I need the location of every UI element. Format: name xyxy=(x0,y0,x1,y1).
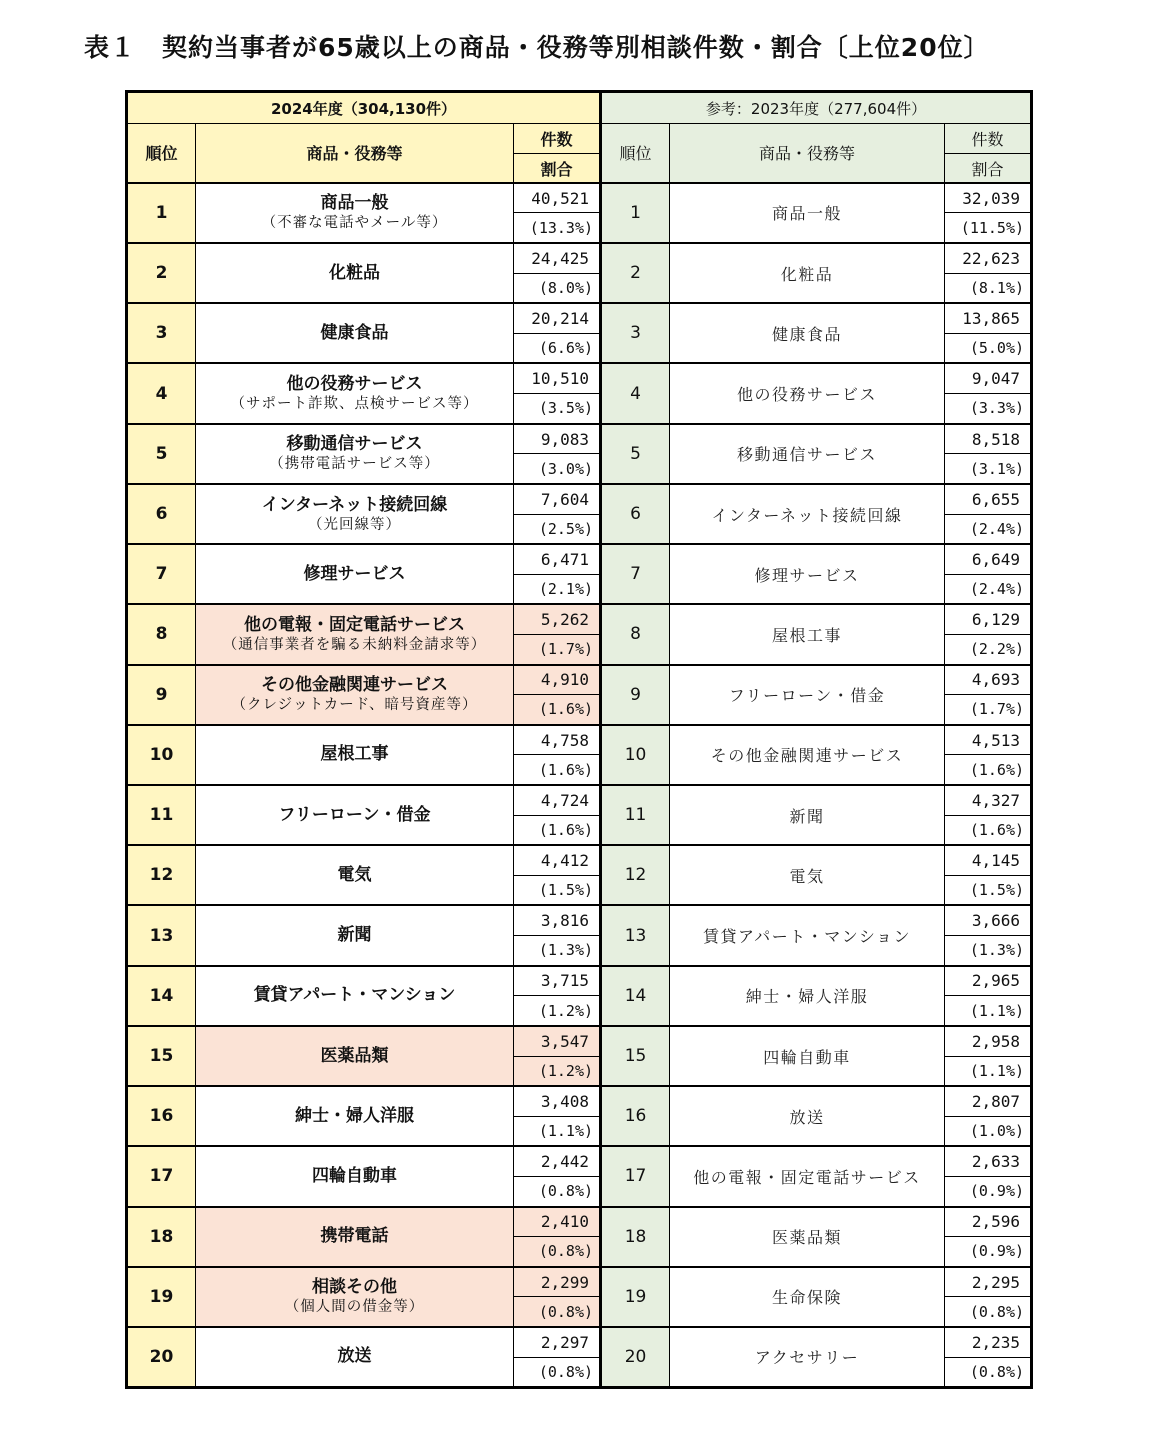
count-cell: 3,816 xyxy=(514,905,601,935)
item-cell xyxy=(196,665,514,725)
item-cell-ref: 生命保険 xyxy=(670,1267,945,1327)
count-cell-ref: 2,596 xyxy=(945,1207,1032,1237)
item-cell xyxy=(196,424,514,484)
rank-cell-ref: 6 xyxy=(601,484,670,544)
rank-cell-ref: 11 xyxy=(601,785,670,845)
ratio-cell-ref: (0.9%) xyxy=(945,1237,1032,1267)
count-cell-ref: 13,865 xyxy=(945,303,1032,333)
count-cell: 2,297 xyxy=(514,1327,601,1357)
count-cell-ref: 2,958 xyxy=(945,1026,1032,1056)
item-cell xyxy=(196,243,514,303)
item-name: 他の役務サービス xyxy=(286,374,423,395)
rank-cell-ref: 15 xyxy=(601,1026,670,1086)
table-row xyxy=(127,905,1032,935)
item-cell-ref: 他の電報・固定電話サービス xyxy=(670,1146,945,1206)
right-year-header: 参考：2023年度（277,604件） xyxy=(601,92,1032,124)
item-note: （通信事業者を騙る未納料金請求等） xyxy=(222,636,487,653)
item-name: 他の電報・固定電話サービス xyxy=(244,614,465,635)
rank-cell: 1 xyxy=(127,183,196,243)
rank-cell: 18 xyxy=(127,1207,196,1267)
ratio-cell-ref: (1.0%) xyxy=(945,1116,1032,1146)
rank-cell: 10 xyxy=(127,725,196,785)
item-note: （クレジットカード、暗号資産等） xyxy=(231,697,478,714)
count-header-ref: 件数 xyxy=(945,124,1032,154)
count-cell: 40,521 xyxy=(514,183,601,213)
item-cell-ref: 新聞 xyxy=(670,785,945,845)
ratio-cell: (1.6%) xyxy=(514,755,601,785)
rank-cell-ref: 16 xyxy=(601,1086,670,1146)
table-row xyxy=(127,604,1032,634)
rank-cell: 4 xyxy=(127,363,196,423)
rank-cell-ref: 10 xyxy=(601,725,670,785)
count-cell-ref: 9,047 xyxy=(945,363,1032,393)
item-header-ref: 商品・役務等 xyxy=(670,124,945,183)
item-cell-ref: 商品一般 xyxy=(670,183,945,243)
item-cell-ref: フリーローン・借金 xyxy=(670,665,945,725)
ratio-cell-ref: (1.1%) xyxy=(945,1056,1032,1086)
ratio-cell: (6.6%) xyxy=(514,333,601,363)
count-cell-ref: 4,693 xyxy=(945,665,1032,695)
rank-cell: 17 xyxy=(127,1146,196,1206)
item-cell-ref: 電気 xyxy=(670,845,945,905)
item-cell-ref: 移動通信サービス xyxy=(670,424,945,484)
table-row xyxy=(127,845,1032,875)
ratio-cell: (1.5%) xyxy=(514,875,601,905)
ratio-cell: (0.8%) xyxy=(514,1176,601,1206)
rank-cell: 19 xyxy=(127,1267,196,1327)
rank-cell-ref: 20 xyxy=(601,1327,670,1388)
ratio-cell-ref: (1.5%) xyxy=(945,875,1032,905)
rank-cell-ref: 18 xyxy=(601,1207,670,1267)
item-name: 屋根工事 xyxy=(320,744,389,765)
rank-cell-ref: 4 xyxy=(601,363,670,423)
table-row xyxy=(127,243,1032,273)
item-name: 修理サービス xyxy=(303,563,406,584)
table-row xyxy=(127,785,1032,815)
rank-cell-ref: 7 xyxy=(601,544,670,604)
item-name: 新聞 xyxy=(337,925,372,946)
ratio-cell: (2.1%) xyxy=(514,574,601,604)
item-name: 携帯電話 xyxy=(320,1226,389,1247)
item-note: （光回線等） xyxy=(308,516,401,533)
table-row xyxy=(127,725,1032,755)
count-cell: 4,724 xyxy=(514,785,601,815)
rank-cell: 15 xyxy=(127,1026,196,1086)
ratio-cell-ref: (0.9%) xyxy=(945,1176,1032,1206)
item-cell-ref: 他の役務サービス xyxy=(670,363,945,423)
ratio-cell-ref: (1.3%) xyxy=(945,936,1032,966)
item-cell-ref: 放送 xyxy=(670,1086,945,1146)
item-cell xyxy=(196,845,514,905)
count-cell-ref: 6,655 xyxy=(945,484,1032,514)
item-name: 四輪自動車 xyxy=(312,1165,397,1186)
rank-cell-ref: 5 xyxy=(601,424,670,484)
rank-cell: 8 xyxy=(127,604,196,664)
count-cell-ref: 8,518 xyxy=(945,424,1032,454)
item-name: 健康食品 xyxy=(320,322,389,343)
item-cell-ref: インターネット接続回線 xyxy=(670,484,945,544)
item-cell-ref: 修理サービス xyxy=(670,544,945,604)
count-cell: 4,910 xyxy=(514,665,601,695)
rank-cell-ref: 17 xyxy=(601,1146,670,1206)
ratio-cell: (8.0%) xyxy=(514,273,601,303)
ratio-cell-ref: (0.8%) xyxy=(945,1357,1032,1387)
item-name: 商品一般 xyxy=(320,193,389,214)
item-note: （サポート詐欺、点検サービス等） xyxy=(230,396,479,413)
count-cell-ref: 3,666 xyxy=(945,905,1032,935)
count-cell-ref: 4,513 xyxy=(945,725,1032,755)
ratio-cell-ref: (2.2%) xyxy=(945,634,1032,664)
item-cell xyxy=(196,183,514,243)
table-row xyxy=(127,1327,1032,1357)
table-row xyxy=(127,303,1032,333)
item-cell xyxy=(196,1146,514,1206)
item-cell xyxy=(196,1026,514,1086)
count-cell-ref: 2,295 xyxy=(945,1267,1032,1297)
rank-cell: 11 xyxy=(127,785,196,845)
item-name: インターネット接続回線 xyxy=(261,494,448,515)
ratio-header: 割合 xyxy=(514,154,601,183)
item-cell xyxy=(196,303,514,363)
item-cell-ref: 屋根工事 xyxy=(670,604,945,664)
ratio-cell: (1.1%) xyxy=(514,1116,601,1146)
count-cell: 5,262 xyxy=(514,604,601,634)
ratio-cell-ref: (1.7%) xyxy=(945,695,1032,725)
item-name: フリーローン・借金 xyxy=(278,804,431,825)
ratio-cell: (1.6%) xyxy=(514,695,601,725)
ratio-cell-ref: (1.6%) xyxy=(945,755,1032,785)
table-row xyxy=(127,1026,1032,1056)
ratio-cell-ref: (2.4%) xyxy=(945,574,1032,604)
item-cell xyxy=(196,725,514,785)
rank-cell: 14 xyxy=(127,966,196,1026)
ratio-cell-ref: (8.1%) xyxy=(945,273,1032,303)
table-row xyxy=(127,1086,1032,1116)
item-cell-ref: 健康食品 xyxy=(670,303,945,363)
item-cell-ref: 化粧品 xyxy=(670,243,945,303)
item-name: 移動通信サービス xyxy=(286,434,423,455)
table-row xyxy=(127,544,1032,574)
table-row xyxy=(127,966,1032,996)
left-year-header: 2024年度（304,130件） xyxy=(127,92,601,124)
ratio-cell: (3.0%) xyxy=(514,454,601,484)
ratio-cell-ref: (3.1%) xyxy=(945,454,1032,484)
count-cell: 3,547 xyxy=(514,1026,601,1056)
item-cell xyxy=(196,966,514,1026)
ratio-cell: (13.3%) xyxy=(514,213,601,243)
ratio-cell: (1.6%) xyxy=(514,815,601,845)
item-cell xyxy=(196,1207,514,1267)
ratio-cell-ref: (1.1%) xyxy=(945,996,1032,1026)
rank-cell: 16 xyxy=(127,1086,196,1146)
rank-cell-ref: 9 xyxy=(601,665,670,725)
rank-cell: 12 xyxy=(127,845,196,905)
rank-cell: 7 xyxy=(127,544,196,604)
count-cell: 4,758 xyxy=(514,725,601,755)
item-header: 商品・役務等 xyxy=(196,124,514,183)
table-row xyxy=(127,1146,1032,1176)
ratio-cell-ref: (1.6%) xyxy=(945,815,1032,845)
table-row xyxy=(127,1207,1032,1237)
item-name: 紳士・婦人洋服 xyxy=(295,1105,414,1126)
item-name: 相談その他 xyxy=(312,1277,397,1298)
table-row xyxy=(127,183,1032,213)
ranking-table xyxy=(125,90,1033,1389)
count-cell-ref: 2,633 xyxy=(945,1146,1032,1176)
item-note: （不審な電話やメール等） xyxy=(261,215,448,232)
count-cell-ref: 4,145 xyxy=(945,845,1032,875)
item-cell xyxy=(196,604,514,664)
rank-cell: 13 xyxy=(127,905,196,965)
rank-cell-ref: 2 xyxy=(601,243,670,303)
count-cell-ref: 6,649 xyxy=(945,544,1032,574)
rank-header: 順位 xyxy=(127,124,196,183)
item-cell xyxy=(196,484,514,544)
item-note: （携帯電話サービス等） xyxy=(269,456,440,473)
item-cell xyxy=(196,1327,514,1388)
item-cell xyxy=(196,363,514,423)
count-cell: 3,715 xyxy=(514,966,601,996)
page-title: 表１ 契約当事者が65歳以上の商品・役務等別相談件数・割合〔上位20位〕 xyxy=(84,33,990,62)
ratio-cell: (0.8%) xyxy=(514,1297,601,1327)
ratio-cell: (2.5%) xyxy=(514,514,601,544)
ratio-cell-ref: (11.5%) xyxy=(945,213,1032,243)
count-cell: 4,412 xyxy=(514,845,601,875)
ratio-cell: (0.8%) xyxy=(514,1357,601,1387)
count-cell-ref: 2,235 xyxy=(945,1327,1032,1357)
rank-cell-ref: 13 xyxy=(601,905,670,965)
item-cell xyxy=(196,785,514,845)
count-cell-ref: 32,039 xyxy=(945,183,1032,213)
item-cell-ref: 四輪自動車 xyxy=(670,1026,945,1086)
count-cell: 2,410 xyxy=(514,1207,601,1237)
count-cell-ref: 6,129 xyxy=(945,604,1032,634)
ratio-cell: (1.2%) xyxy=(514,996,601,1026)
item-cell-ref: その他金融関連サービス xyxy=(670,725,945,785)
rank-cell-ref: 14 xyxy=(601,966,670,1026)
ratio-cell-ref: (5.0%) xyxy=(945,333,1032,363)
rank-cell-ref: 1 xyxy=(601,183,670,243)
rank-cell-ref: 3 xyxy=(601,303,670,363)
rank-cell: 5 xyxy=(127,424,196,484)
rank-cell: 2 xyxy=(127,243,196,303)
count-cell: 3,408 xyxy=(514,1086,601,1116)
item-name: 電気 xyxy=(337,864,372,885)
item-name: 賃貸アパート・マンション xyxy=(253,985,456,1006)
count-cell-ref: 2,807 xyxy=(945,1086,1032,1116)
item-cell-ref: 医薬品類 xyxy=(670,1207,945,1267)
count-cell: 6,471 xyxy=(514,544,601,574)
count-cell: 7,604 xyxy=(514,484,601,514)
table-row xyxy=(127,363,1032,393)
table-row xyxy=(127,484,1032,514)
count-cell: 2,299 xyxy=(514,1267,601,1297)
count-cell-ref: 4,327 xyxy=(945,785,1032,815)
ratio-cell-ref: (0.8%) xyxy=(945,1297,1032,1327)
rank-cell-ref: 12 xyxy=(601,845,670,905)
ratio-cell: (1.7%) xyxy=(514,634,601,664)
item-name: 医薬品類 xyxy=(320,1045,389,1066)
rank-cell: 20 xyxy=(127,1327,196,1388)
count-cell: 2,442 xyxy=(514,1146,601,1176)
ratio-cell: (1.2%) xyxy=(514,1056,601,1086)
ratio-cell: (0.8%) xyxy=(514,1237,601,1267)
ratio-cell: (1.3%) xyxy=(514,936,601,966)
rank-cell: 9 xyxy=(127,665,196,725)
rank-cell: 6 xyxy=(127,484,196,544)
ratio-header-ref: 割合 xyxy=(945,154,1032,183)
item-cell-ref: 賃貸アパート・マンション xyxy=(670,905,945,965)
item-name: 放送 xyxy=(337,1346,372,1367)
table-row xyxy=(127,1267,1032,1297)
count-cell: 24,425 xyxy=(514,243,601,273)
item-note: （個人間の借金等） xyxy=(284,1299,425,1316)
count-cell-ref: 22,623 xyxy=(945,243,1032,273)
item-name: 化粧品 xyxy=(329,262,380,283)
rank-cell: 3 xyxy=(127,303,196,363)
table-row xyxy=(127,424,1032,454)
count-cell: 10,510 xyxy=(514,363,601,393)
item-cell xyxy=(196,544,514,604)
count-cell: 9,083 xyxy=(514,424,601,454)
count-cell-ref: 2,965 xyxy=(945,966,1032,996)
ratio-cell-ref: (3.3%) xyxy=(945,394,1032,424)
item-cell xyxy=(196,1267,514,1327)
item-cell-ref: アクセサリー xyxy=(670,1327,945,1388)
count-cell: 20,214 xyxy=(514,303,601,333)
item-cell-ref: 紳士・婦人洋服 xyxy=(670,966,945,1026)
item-name: その他金融関連サービス xyxy=(261,675,448,696)
rank-cell-ref: 19 xyxy=(601,1267,670,1327)
rank-cell-ref: 8 xyxy=(601,604,670,664)
item-cell xyxy=(196,1086,514,1146)
item-cell xyxy=(196,905,514,965)
count-header: 件数 xyxy=(514,124,601,154)
ratio-cell: (3.5%) xyxy=(514,394,601,424)
rank-header-ref: 順位 xyxy=(601,124,670,183)
table-row xyxy=(127,665,1032,695)
ratio-cell-ref: (2.4%) xyxy=(945,514,1032,544)
